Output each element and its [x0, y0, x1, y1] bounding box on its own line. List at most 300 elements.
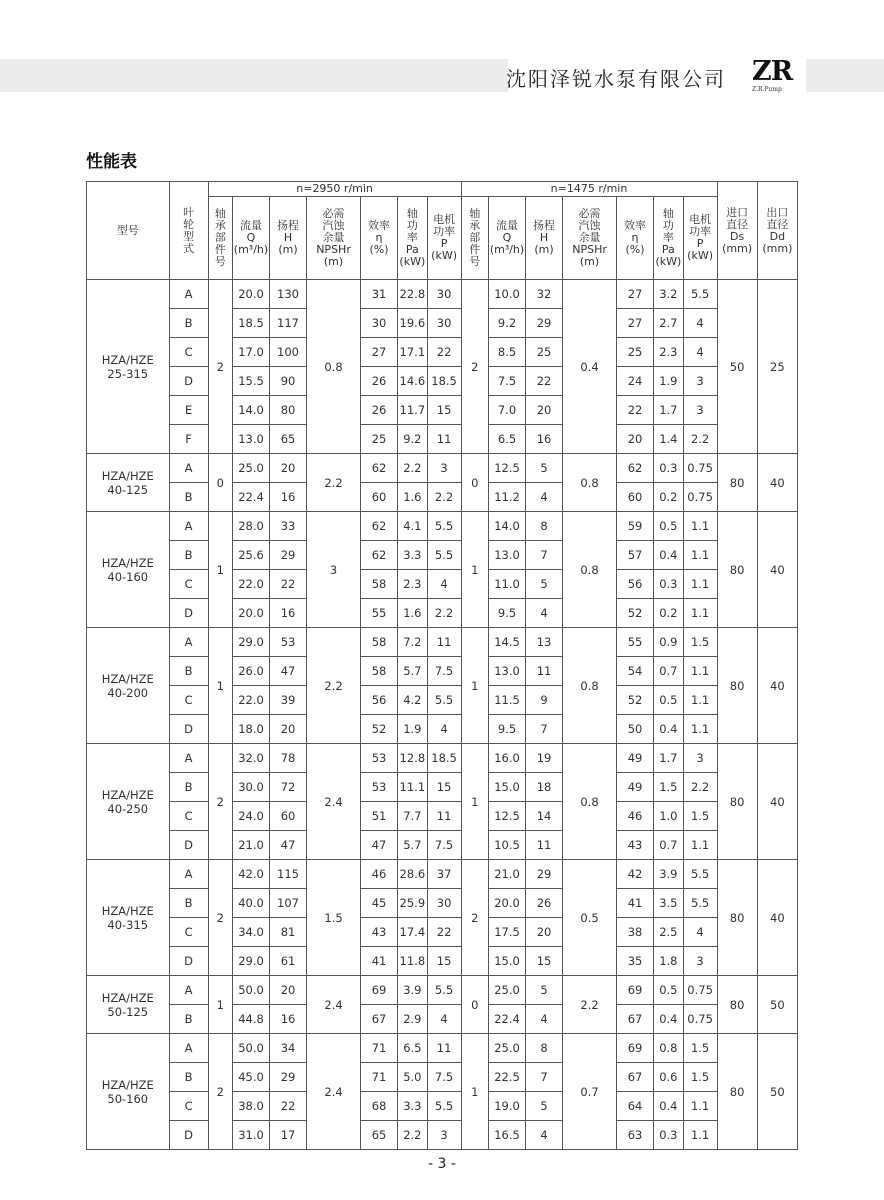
efficiency-high-cell: 67	[361, 1005, 398, 1034]
model-name-line: 50-125	[107, 1004, 149, 1019]
motor-power-low-cell: 4	[683, 309, 717, 338]
shaft-power-high-cell: 1.6	[398, 599, 428, 628]
header-line: 效率	[368, 219, 391, 232]
efficiency-low-cell: 27	[617, 280, 654, 309]
header-line: (kW)	[655, 255, 682, 268]
table-row	[87, 396, 798, 425]
head-low-cell: 4	[526, 1005, 563, 1034]
table-row	[87, 802, 798, 831]
bearing-cell-low: 0	[461, 976, 489, 1034]
table-row	[87, 1034, 798, 1063]
shaft-power-high-cell: 14.6	[398, 367, 428, 396]
efficiency-high-cell: 45	[361, 889, 398, 918]
header-line: (m)	[534, 243, 554, 256]
head-low-cell: 11	[526, 657, 563, 686]
model-name-line: HZA/HZE	[101, 1077, 154, 1092]
header-bearing-high	[208, 197, 232, 280]
model-cell	[87, 976, 170, 1034]
header-band-right	[806, 59, 884, 92]
header-band-left	[0, 59, 508, 92]
flow-low-cell: 25.0	[489, 1034, 526, 1063]
table-row	[87, 1063, 798, 1092]
head-low-cell: 18	[526, 773, 563, 802]
header-flow-high	[232, 197, 269, 280]
header-line: (%)	[369, 243, 389, 256]
shaft-power-low-cell: 0.3	[654, 454, 684, 483]
efficiency-high-cell: 53	[361, 773, 398, 802]
efficiency-high-cell: 30	[361, 309, 398, 338]
impeller-type-cell: E	[169, 396, 208, 425]
header-char: 件	[469, 243, 481, 256]
efficiency-high-cell: 71	[361, 1063, 398, 1092]
table-row	[87, 628, 798, 657]
npshr-cell-low: 0.8	[563, 628, 617, 744]
flow-high-cell: 45.0	[232, 1063, 269, 1092]
efficiency-low-cell: 35	[617, 947, 654, 976]
efficiency-low-cell: 62	[617, 454, 654, 483]
table-row	[87, 425, 798, 454]
efficiency-low-cell: 54	[617, 657, 654, 686]
shaft-power-high-cell: 1.9	[398, 715, 428, 744]
npshr-cell-low: 0.8	[563, 454, 617, 512]
npshr-cell-low: 2.2	[563, 976, 617, 1034]
impeller-type-cell: B	[169, 483, 208, 512]
flow-low-cell: 15.0	[489, 773, 526, 802]
model-name-line: HZA/HZE	[101, 903, 154, 918]
impeller-type-cell: A	[169, 860, 208, 889]
flow-high-cell: 18.0	[232, 715, 269, 744]
header-line: η	[375, 231, 383, 244]
motor-power-low-cell: 2.2	[683, 425, 717, 454]
table-row	[87, 657, 798, 686]
table-row	[87, 280, 798, 309]
efficiency-high-cell: 58	[361, 628, 398, 657]
efficiency-high-cell: 25	[361, 425, 398, 454]
table-row	[87, 599, 798, 628]
shaft-power-low-cell: 0.4	[654, 715, 684, 744]
efficiency-low-cell: 50	[617, 715, 654, 744]
head-low-cell: 19	[526, 744, 563, 773]
flow-low-cell: 14.0	[489, 512, 526, 541]
model-name-line: 50-160	[107, 1091, 149, 1106]
impeller-type-cell: B	[169, 1063, 208, 1092]
table-row	[87, 1092, 798, 1121]
impeller-type-cell: D	[169, 599, 208, 628]
flow-high-cell: 17.0	[232, 338, 269, 367]
bearing-cell-low: 1	[461, 744, 489, 860]
impeller-type-cell: C	[169, 570, 208, 599]
shaft-power-high-cell: 1.6	[398, 483, 428, 512]
model-name-line: HZA/HZE	[101, 555, 154, 570]
impeller-type-cell: A	[169, 454, 208, 483]
header-char: 号	[214, 255, 226, 268]
efficiency-high-cell: 58	[361, 657, 398, 686]
npshr-cell-low: 0.8	[563, 512, 617, 628]
motor-power-high-cell: 5.5	[427, 976, 461, 1005]
bearing-cell-low: 2	[461, 280, 489, 454]
efficiency-high-cell: 47	[361, 831, 398, 860]
head-low-cell: 4	[526, 483, 563, 512]
bearing-cell-low: 1	[461, 628, 489, 744]
flow-low-cell: 7.0	[489, 396, 526, 425]
header-line: 功率	[689, 225, 712, 238]
flow-high-cell: 13.0	[232, 425, 269, 454]
efficiency-low-cell: 52	[617, 599, 654, 628]
shaft-power-low-cell: 0.5	[654, 976, 684, 1005]
model-cell	[87, 860, 170, 976]
table-row	[87, 309, 798, 338]
header-line: 功	[406, 219, 418, 232]
motor-power-low-cell: 3	[683, 396, 717, 425]
flow-low-cell: 11.5	[489, 686, 526, 715]
impeller-type-cell: A	[169, 744, 208, 773]
flow-low-cell: 6.5	[489, 425, 526, 454]
efficiency-high-cell: 26	[361, 367, 398, 396]
shaft-power-high-cell: 7.2	[398, 628, 428, 657]
flow-low-cell: 13.0	[489, 657, 526, 686]
flow-low-cell: 7.5	[489, 367, 526, 396]
npshr-cell-high: 0.8	[307, 280, 361, 454]
impeller-type-cell: D	[169, 367, 208, 396]
impeller-type-cell: A	[169, 628, 208, 657]
flow-high-cell: 20.0	[232, 599, 269, 628]
efficiency-low-cell: 49	[617, 773, 654, 802]
shaft-power-high-cell: 4.1	[398, 512, 428, 541]
header-line: 电机	[689, 213, 712, 226]
motor-power-low-cell: 5.5	[683, 889, 717, 918]
npshr-cell-high: 2.4	[307, 976, 361, 1034]
bearing-cell-high: 0	[208, 454, 232, 512]
head-high-cell: 16	[270, 1005, 307, 1034]
efficiency-high-cell: 51	[361, 802, 398, 831]
header-head-high	[270, 197, 307, 280]
page-number: - 3 -	[428, 1156, 456, 1172]
header-line: 必需	[322, 207, 345, 220]
shaft-power-high-cell: 11.8	[398, 947, 428, 976]
npshr-cell-high: 3	[307, 512, 361, 628]
head-low-cell: 16	[526, 425, 563, 454]
bearing-cell-low: 1	[461, 1034, 489, 1150]
flow-low-cell: 8.5	[489, 338, 526, 367]
efficiency-high-cell: 60	[361, 483, 398, 512]
model-name-line: 25-315	[107, 366, 149, 381]
impeller-type-cell: A	[169, 280, 208, 309]
head-high-cell: 53	[270, 628, 307, 657]
flow-high-cell: 22.4	[232, 483, 269, 512]
flow-low-cell: 11.2	[489, 483, 526, 512]
efficiency-low-cell: 20	[617, 425, 654, 454]
efficiency-high-cell: 55	[361, 599, 398, 628]
model-name-line: 40-125	[107, 482, 149, 497]
shaft-power-low-cell: 0.2	[654, 599, 684, 628]
header-line: (kW)	[431, 249, 457, 262]
model-cell	[87, 628, 170, 744]
motor-power-low-cell: 1.1	[683, 715, 717, 744]
logo-subtext: Z.R.Pump	[752, 86, 782, 93]
flow-high-cell: 32.0	[232, 744, 269, 773]
inlet-diameter-cell: 80	[717, 628, 757, 744]
efficiency-high-cell: 26	[361, 396, 398, 425]
flow-high-cell: 25.0	[232, 454, 269, 483]
motor-power-high-cell: 30	[427, 309, 461, 338]
head-high-cell: 39	[270, 686, 307, 715]
head-low-cell: 5	[526, 454, 563, 483]
motor-power-high-cell: 7.5	[427, 831, 461, 860]
shaft-power-high-cell: 5.7	[398, 831, 428, 860]
motor-power-high-cell: 37	[427, 860, 461, 889]
header-npshr-low	[563, 197, 617, 280]
shaft-power-low-cell: 2.5	[654, 918, 684, 947]
head-low-cell: 20	[526, 396, 563, 425]
head-low-cell: 7	[526, 541, 563, 570]
header-line: Pa	[661, 243, 675, 256]
shaft-power-low-cell: 1.8	[654, 947, 684, 976]
header-char: 轮	[183, 217, 195, 231]
header-line: Dd	[769, 229, 786, 243]
efficiency-low-cell: 55	[617, 628, 654, 657]
motor-power-low-cell: 1.1	[683, 512, 717, 541]
header-char: 轴	[214, 207, 226, 220]
shaft-power-low-cell: 2.3	[654, 338, 684, 367]
shaft-power-low-cell: 0.4	[654, 1092, 684, 1121]
motor-power-low-cell: 1.1	[683, 1092, 717, 1121]
header-line: 效率	[624, 219, 647, 232]
header-char: 部	[214, 231, 226, 244]
header-bearing-low	[461, 197, 489, 280]
shaft-power-high-cell: 4.2	[398, 686, 428, 715]
motor-power-low-cell: 2.2	[683, 773, 717, 802]
header-motor-power-low	[683, 197, 717, 280]
shaft-power-high-cell: 28.6	[398, 860, 428, 889]
head-high-cell: 33	[270, 512, 307, 541]
flow-high-cell: 22.0	[232, 570, 269, 599]
head-low-cell: 13	[526, 628, 563, 657]
shaft-power-low-cell: 0.9	[654, 628, 684, 657]
header-line: 扬程	[533, 219, 556, 232]
header-line: (mm)	[722, 241, 753, 255]
head-high-cell: 107	[270, 889, 307, 918]
table-row	[87, 715, 798, 744]
shaft-power-low-cell: 0.6	[654, 1063, 684, 1092]
head-low-cell: 9	[526, 686, 563, 715]
flow-low-cell: 21.0	[489, 860, 526, 889]
motor-power-high-cell: 5.5	[427, 686, 461, 715]
head-low-cell: 5	[526, 1092, 563, 1121]
npshr-cell-high: 2.4	[307, 744, 361, 860]
motor-power-high-cell: 4	[427, 1005, 461, 1034]
model-name-line: 40-315	[107, 917, 149, 932]
performance-table-body	[87, 280, 798, 1150]
motor-power-low-cell: 3	[683, 947, 717, 976]
header-line: η	[631, 231, 639, 244]
inlet-diameter-cell: 80	[717, 454, 757, 512]
header-char: 承	[214, 219, 226, 232]
motor-power-low-cell: 0.75	[683, 483, 717, 512]
header-line: 余量	[322, 231, 345, 244]
head-high-cell: 29	[270, 541, 307, 570]
header-line: 流量	[496, 219, 519, 232]
shaft-power-high-cell: 25.9	[398, 889, 428, 918]
model-cell	[87, 280, 170, 454]
flow-low-cell: 9.5	[489, 715, 526, 744]
bearing-cell-high: 2	[208, 1034, 232, 1150]
header-char: 叶	[183, 205, 195, 219]
efficiency-high-cell: 62	[361, 512, 398, 541]
motor-power-high-cell: 30	[427, 889, 461, 918]
motor-power-low-cell: 4	[683, 918, 717, 947]
head-high-cell: 47	[270, 831, 307, 860]
company-name: 沈阳泽锐水泵有限公司	[506, 67, 726, 91]
impeller-type-cell: C	[169, 1092, 208, 1121]
model-cell	[87, 744, 170, 860]
motor-power-high-cell: 30	[427, 280, 461, 309]
inlet-diameter-cell: 80	[717, 860, 757, 976]
table-row	[87, 367, 798, 396]
header-motor-power-high	[427, 197, 461, 280]
efficiency-high-cell: 56	[361, 686, 398, 715]
impeller-type-cell: B	[169, 889, 208, 918]
header-line: 余量	[578, 231, 601, 244]
inlet-diameter-cell: 80	[717, 512, 757, 628]
performance-table	[86, 181, 798, 1150]
table-row	[87, 1121, 798, 1150]
table-row	[87, 773, 798, 802]
header-outlet-diameter	[757, 182, 797, 280]
shaft-power-high-cell: 17.4	[398, 918, 428, 947]
shaft-power-high-cell: 6.5	[398, 1034, 428, 1063]
efficiency-high-cell: 71	[361, 1034, 398, 1063]
impeller-type-cell: B	[169, 309, 208, 338]
efficiency-low-cell: 22	[617, 396, 654, 425]
flow-low-cell: 13.0	[489, 541, 526, 570]
efficiency-high-cell: 31	[361, 280, 398, 309]
bearing-cell-low: 1	[461, 512, 489, 628]
outlet-diameter-cell: 50	[757, 1034, 797, 1150]
model-name-line: HZA/HZE	[101, 787, 154, 802]
header-line: NPSHr	[572, 243, 607, 256]
flow-high-cell: 15.5	[232, 367, 269, 396]
motor-power-low-cell: 1.5	[683, 628, 717, 657]
flow-high-cell: 50.0	[232, 976, 269, 1005]
model-name-line: 40-250	[107, 801, 149, 816]
npshr-cell-high: 2.4	[307, 1034, 361, 1150]
flow-low-cell: 12.5	[489, 802, 526, 831]
flow-high-cell: 40.0	[232, 889, 269, 918]
flow-high-cell: 34.0	[232, 918, 269, 947]
flow-high-cell: 21.0	[232, 831, 269, 860]
flow-high-cell: 29.0	[232, 947, 269, 976]
header-line: 直径	[766, 217, 789, 231]
head-low-cell: 4	[526, 599, 563, 628]
header-char: 轴	[469, 207, 481, 220]
motor-power-high-cell: 3	[427, 454, 461, 483]
head-low-cell: 5	[526, 976, 563, 1005]
flow-low-cell: 22.4	[489, 1005, 526, 1034]
motor-power-high-cell: 7.5	[427, 657, 461, 686]
head-high-cell: 22	[270, 1092, 307, 1121]
shaft-power-low-cell: 0.8	[654, 1034, 684, 1063]
header-line: (kW)	[687, 249, 714, 262]
header-line: (m³/h)	[489, 243, 525, 256]
flow-high-cell: 38.0	[232, 1092, 269, 1121]
table-row	[87, 744, 798, 773]
efficiency-high-cell: 43	[361, 918, 398, 947]
flow-low-cell: 22.5	[489, 1063, 526, 1092]
npshr-cell-low: 0.7	[563, 1034, 617, 1150]
impeller-type-cell: B	[169, 773, 208, 802]
head-high-cell: 20	[270, 715, 307, 744]
header-line: (kW)	[399, 255, 426, 268]
header-impeller-type	[169, 182, 208, 280]
motor-power-high-cell: 11	[427, 628, 461, 657]
flow-low-cell: 16.5	[489, 1121, 526, 1150]
npshr-cell-high: 1.5	[307, 860, 361, 976]
shaft-power-low-cell: 3.2	[654, 280, 684, 309]
header-char: 承	[469, 219, 481, 232]
outlet-diameter-cell: 40	[757, 744, 797, 860]
efficiency-high-cell: 62	[361, 541, 398, 570]
flow-high-cell: 50.0	[232, 1034, 269, 1063]
head-low-cell: 5	[526, 570, 563, 599]
header-line: 轴	[406, 207, 418, 220]
efficiency-low-cell: 56	[617, 570, 654, 599]
motor-power-high-cell: 5.5	[427, 512, 461, 541]
header-line: 扬程	[277, 219, 300, 232]
motor-power-low-cell: 3	[683, 367, 717, 396]
model-name-line: HZA/HZE	[101, 671, 154, 686]
motor-power-high-cell: 3	[427, 1121, 461, 1150]
motor-power-high-cell: 18.5	[427, 367, 461, 396]
header-line: 率	[406, 231, 418, 244]
header-char: 式	[183, 241, 195, 255]
head-low-cell: 25	[526, 338, 563, 367]
shaft-power-high-cell: 12.8	[398, 744, 428, 773]
header-line: 电机	[433, 213, 456, 226]
shaft-power-low-cell: 0.7	[654, 657, 684, 686]
flow-low-cell: 10.0	[489, 280, 526, 309]
efficiency-high-cell: 46	[361, 860, 398, 889]
flow-high-cell: 18.5	[232, 309, 269, 338]
motor-power-high-cell: 15	[427, 396, 461, 425]
table-row	[87, 686, 798, 715]
flow-low-cell: 9.2	[489, 309, 526, 338]
motor-power-high-cell: 15	[427, 773, 461, 802]
motor-power-low-cell: 0.75	[683, 976, 717, 1005]
shaft-power-high-cell: 19.6	[398, 309, 428, 338]
shaft-power-high-cell: 3.3	[398, 1092, 428, 1121]
head-high-cell: 117	[270, 309, 307, 338]
flow-low-cell: 12.5	[489, 454, 526, 483]
shaft-power-low-cell: 0.5	[654, 686, 684, 715]
bearing-cell-high: 1	[208, 628, 232, 744]
head-low-cell: 29	[526, 309, 563, 338]
flow-high-cell: 31.0	[232, 1121, 269, 1150]
header-model: 型号	[87, 182, 170, 280]
efficiency-low-cell: 43	[617, 831, 654, 860]
motor-power-low-cell: 0.75	[683, 1005, 717, 1034]
header-line: (m)	[278, 243, 298, 256]
flow-high-cell: 28.0	[232, 512, 269, 541]
table-row	[87, 570, 798, 599]
head-low-cell: 32	[526, 280, 563, 309]
efficiency-low-cell: 46	[617, 802, 654, 831]
shaft-power-high-cell: 2.2	[398, 454, 428, 483]
header-line: Pa	[405, 243, 419, 256]
efficiency-low-cell: 69	[617, 976, 654, 1005]
motor-power-high-cell: 18.5	[427, 744, 461, 773]
motor-power-high-cell: 22	[427, 338, 461, 367]
shaft-power-low-cell: 1.5	[654, 773, 684, 802]
